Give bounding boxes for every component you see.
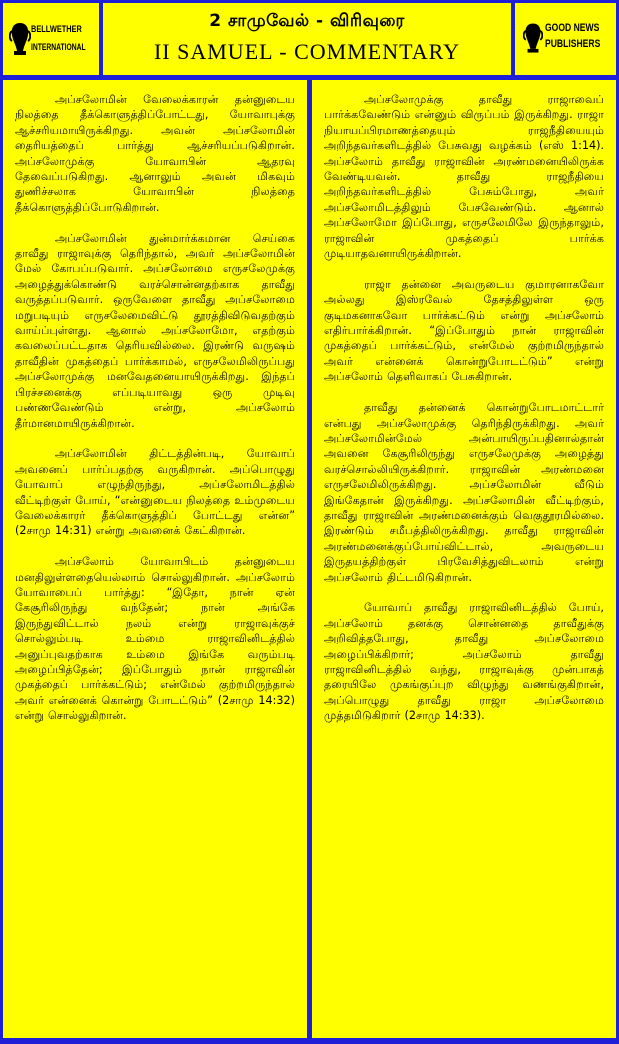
paragraph: தாவீது தன்னைக் கொன்றுபோடமாட்டார் என்பது அப்சலோமுக்கு தெரிந்திருக்கிறது. அவர் அப்சலோமின்மேல் அன்பாயிருப்பதினால்தான் அவனை கேசூரிலிருந்து எருசலேமுக்கு அழைத்து வரச்சொல்லியிருக்கிறார். ராஜாவின் அரண்மனை எருசலேமிலிருக்கிறது. அப்சலோமின் வீடும் இங்கேதான் இருக்கிறது. அப்சலோமின் வீட்டிற்கும், தாவீது ராஜாவின் அரண்மனைக்கும் வெகுதூரமில்லை. இரண்டும் சமீபத்திலிருக்கிறது. தாவீது ராஜாவின் அரண்மனைக்குப்போய்விட்டால், அவருடைய இருதயத்திற்குள் பிரவேசித்துவிடலாம் என்று அப்சலோம் திட்டமிடுகிறான். <box>324 401 604 584</box>
ram-head-icon <box>9 21 31 57</box>
paragraph: ராஜா தன்னை அவருடைய குமாரனாகவோ அல்லது இஸ்ரவேல் தேசத்திலுள்ள ஒரு குடிமகனாகவோ பார்க்கட்டும் என்று அப்சலோம் எதிர்பார்க்கிறான். “இப்போதும் நான் ராஜாவின் முகத்தைப் பார்க்கட்டும், என்மேல் குற்றமிருந்தால் அவர் என்னைக் கொன்றுபோடட்டும்” என்று அப்சலோம் தெளிவாகப் பேசுகிறான். <box>324 277 604 384</box>
title-block <box>103 3 511 75</box>
paragraph: அப்சலோமின் வேலைக்காரன் தன்னுடைய நிலத்தை தீக்கொளுத்திப்போட்டது, யோவாபுக்கு ஆச்சரியமாயிருக்கிறது. அவன் அப்சலோமின் தைரியத்தைப் பார்த்து ஆச்சரியப்படுகிறான். அப்சலோமுக்கு யோவாபின் ஆதரவு தேவைப்படுகிறது. ஆனாலும் அவன் மிகவும் துணிச்சலாக யோவாபின் நிலத்தை தீக்கொளுத்திப்போடுகிறான். <box>15 93 295 214</box>
page-header <box>3 3 616 75</box>
logo-left-line2: INTERNATIONAL <box>31 42 86 52</box>
good-news-logo <box>515 3 616 75</box>
bellwether-logo <box>3 3 99 75</box>
paragraph: யோவாப் தாவீது ராஜாவினிடத்தில் போய், அப்சலோம் தனக்கு சொன்னதை தாவீதுக்கு அறிவித்தபோது, தாவீது அப்சலோமை அழைப்பிக்கிறார்; அப்சலோம் தாவீது ராஜாவினிடத்தில் வந்து, ராஜாவுக்கு முன்பாகத் தரையிலே முகங்குப்புற விழுந்து வணங்குகிறான், அப்பொழுது தாவீது ராஜா அப்சலோமை முத்தமிடுகிறார் (2சாமு 14:33). <box>324 601 604 723</box>
paragraph: அப்சலோமின் திட்டத்தின்படி, யோவாப் அவனைப் பார்ப்பதற்கு வருகிறான். அப்பொழுது யோவாப் எழுந்திருந்து, அப்சலோமிடத்தில் வீட்டிற்குள் போய், “என்னுடைய நிலத்தை உம்முடைய வேலைக்காரர் தீக்கொளுத்திப் போட்டது என்ன” (2சாமு 14:31) என்று அவனைக் கேட்கிறான். <box>15 447 295 538</box>
logo-left-line1: BELLWETHER <box>31 24 82 34</box>
paragraph: அப்சலோம் யோவாபிடம் தன்னுடைய மனதிலுள்ளதையெல்லாம் சொல்லுகிறான். அப்சலோம் யோவாபைப் பார்த்து: “இதோ, நான் ஏன் கேசூரிலிருந்து வந்தேன்; நான் அங்கே இருந்துவிட்டால் நலம் என்று ராஜாவுக்குச் சொல்லும்படி உம்மை ராஜாவினிடத்தில் அனுப்புவதற்காக உம்மை இங்கே வரும்படி அழைப்பித்தேன்; இப்போதும் நான் ராஜாவின் முகத்தைப் பார்க்கட்டும்; என்மேல் குற்றமிருந்தால் அவர் என்னைக் கொன்று போடட்டும்” (2சாமு 14:32) என்று சொல்லுகிறான். <box>15 555 295 723</box>
page-title-tamil: 2 சாமுவேல் - விரிவுரை <box>209 11 405 31</box>
ram-head-icon <box>523 21 543 55</box>
paragraph: அப்சலோமுக்கு தாவீது ராஜாவைப் பார்க்கவேண்டும் என்னும் விருப்பம் இருக்கிறது. ராஜா நியாயப்பிரமாணத்தையும் ராஜநீதியையும் அறிந்தவர்களிடத்தில் பேசுவது வழக்கம் (எஸ் 1:14). அப்சலோம் தாவீது ராஜாவின் அரண்மனையிலிருக்க வேண்டியவன். தாவீது ராஜநீதியை அறிந்தவர்களிடத்தில் பேசும்போது, அவர் அப்சலோமிடத்திலும் பேசவேண்டும். ஆனால் அப்சலோமோ இப்போது, எருசலேமிலே இருந்தாலும், ராஜாவின் முகத்தைப் பார்க்க முடியாதவனாயிருக்கிறான். <box>324 93 604 261</box>
logo-right-line1: GOOD NEWS <box>545 22 600 34</box>
paragraph: அப்சலோமின் துன்மார்க்கமான செய்கை தாவீது ராஜாவுக்கு தெரிந்தால், அவர் அப்சலோமின் மேல் கோபப்படுவார். அப்சலோமை எருசலேமுக்கு அழைத்துக்கொண்டு வரச்சொன்னதற்காக தாவீது வருத்தப்படுவார். ஒருவேளை தாவீது அப்சலோமை மறுபடியும் எருசலேமைவிட்டு தூரத்திவிடுவதற்கும் வாய்ப்புள்ளது. ஆனால் அப்சலோமோ, எதற்கும் கவலைப்பட்டதாக தெரியவில்லை. இரண்டு வருஷம் தாவீதின் முகத்தைப் பார்க்காமல், எருசலேமிலிருப்பது அப்சலோமுக்கு மனவேதனையாயிருக்கிறது. இந்தப் பிரச்சனைக்கு எப்படியாவது ஒரு முடிவு பண்ணவேண்டும் என்று, அப்சலோம் தீர்மானமாயிருக்கிறான். <box>15 231 295 430</box>
right-column <box>312 80 616 1038</box>
left-column <box>3 80 307 1038</box>
page-title-english: II SAMUEL - COMMENTARY <box>153 39 461 64</box>
logo-right-line2: PUBLISHERS <box>545 38 601 50</box>
